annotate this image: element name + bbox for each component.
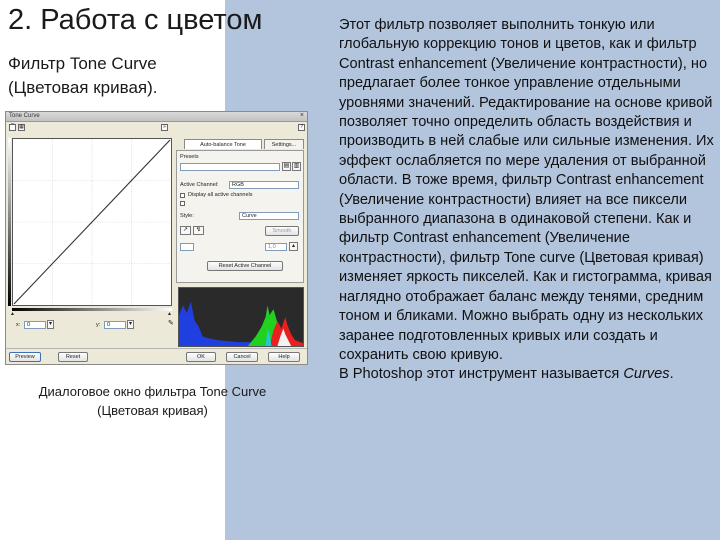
histogram-plot: [179, 288, 303, 346]
subtitle-line-2: (Цветовая кривая).: [8, 78, 158, 97]
tone-curve-dialog: [5, 111, 308, 365]
display-all-channels-label: Display all active channels: [188, 192, 253, 198]
presets-dropdown[interactable]: [180, 163, 280, 171]
save-preset-icon[interactable]: ▤: [283, 163, 290, 169]
eyedropper-icon[interactable]: ✎: [168, 320, 174, 327]
white-point-handle-icon[interactable]: ▲: [167, 311, 172, 317]
y-coordinate-input[interactable]: 0: [104, 321, 126, 329]
grid-mode-icon[interactable]: ▦: [19, 124, 24, 130]
body-last-italic: Curves: [623, 366, 670, 383]
preview-button[interactable]: Preview: [9, 352, 41, 362]
tab-settings[interactable]: Settings...: [264, 139, 304, 149]
gamma-value-field[interactable]: 1,0: [265, 243, 287, 251]
histogram: [178, 287, 304, 347]
delete-preset-icon[interactable]: ▥: [293, 163, 300, 169]
freehand-tool-icon[interactable]: ↯: [193, 226, 204, 235]
y-spin-icon[interactable]: ▾: [128, 321, 132, 327]
x-spin-icon[interactable]: ▾: [48, 321, 52, 327]
y-label: y:: [96, 322, 101, 328]
expand-icon[interactable]: »: [161, 124, 168, 131]
dialog-divider: [6, 348, 307, 349]
body-last-prefix: В Photoshop этот инструмент называется: [339, 366, 624, 383]
tab-auto-balance-tone[interactable]: Auto-balance Tone: [184, 139, 262, 149]
channel-option-checkbox[interactable]: [180, 201, 185, 206]
cancel-button[interactable]: Cancel: [226, 352, 258, 362]
gamma-spin-icon[interactable]: ▴: [289, 242, 298, 251]
slide-title: 2. Работа с цветом: [8, 4, 263, 36]
curve-tool-icon[interactable]: ↗: [180, 226, 191, 235]
presets-label: Presets: [180, 154, 199, 160]
style-label: Style:: [180, 213, 194, 219]
display-all-channels-checkbox[interactable]: [180, 193, 185, 198]
smooth-button[interactable]: Smooth: [265, 226, 299, 236]
body-last-suffix: .: [669, 366, 674, 383]
curve-grid: [13, 139, 171, 305]
body-paragraph: Этот фильтр позволяет выполнить тонкую или глобальную коррекцию тонов и цветов, как и фильтр Contrast enhancement (Увеличение контрастности), но предлагает более тонкое управление отдельными уровнями значений. Редактирование на основе кривой позволяет точно определить область воздействия и производить в ней слабые или сильные изменения. Их эффект ослабляется по мере удаления от выбранной области. В тоже время, фильтр Contrast enhancement (Увеличение контрастности) влияет на все пиксели выбранного диапазона в одинаковой степени. Как и фильтр Contrast enhancement (Увеличение контрастности), фильтр Tone curve (Цветовая кривая) изменяет яркость пикселей. Как и гистограмма, кривая наглядно отображает баланс между тенями, средним тоном и бликами. Можно выбрать одну из нескольких заранее подготовленных кривых или создать и сохранить свою кривую.: [339, 17, 714, 363]
caption-line-2: (Цветовая кривая): [97, 403, 208, 418]
slide-subtitle: [8, 52, 158, 100]
gamma-left-field[interactable]: [180, 243, 194, 251]
curve-mode-icon[interactable]: ⌒: [10, 124, 16, 130]
body-text: [339, 16, 715, 385]
ok-button[interactable]: OK: [186, 352, 216, 362]
style-select[interactable]: Curve: [239, 212, 299, 220]
black-point-handle-icon[interactable]: ▲: [10, 311, 15, 317]
active-channel-label: Active Channel:: [180, 182, 219, 188]
x-label: x:: [16, 322, 21, 328]
dialog-caption: [10, 382, 295, 420]
reset-button[interactable]: Reset: [58, 352, 88, 362]
reset-active-channel-button[interactable]: Reset Active Channel: [207, 261, 283, 271]
horizontal-tone-gradient: [12, 308, 172, 311]
body-photoshop-note: [339, 365, 715, 384]
help-button[interactable]: Help: [268, 352, 300, 362]
dialog-titlebar: [6, 112, 307, 122]
subtitle-line-1: Фильтр Tone Curve: [8, 54, 157, 73]
curve-graph[interactable]: [12, 138, 172, 306]
vertical-tone-gradient: [8, 138, 11, 306]
active-channel-select[interactable]: RGB: [229, 181, 299, 189]
x-coordinate-input[interactable]: 0: [24, 321, 46, 329]
caption-line-1: Диалоговое окно фильтра Tone Curve: [38, 384, 267, 399]
dialog-title: Tone Curve: [9, 113, 40, 119]
help-context-icon[interactable]: ?: [298, 124, 305, 131]
settings-panel: [176, 150, 304, 283]
close-icon[interactable]: ×: [299, 112, 304, 119]
